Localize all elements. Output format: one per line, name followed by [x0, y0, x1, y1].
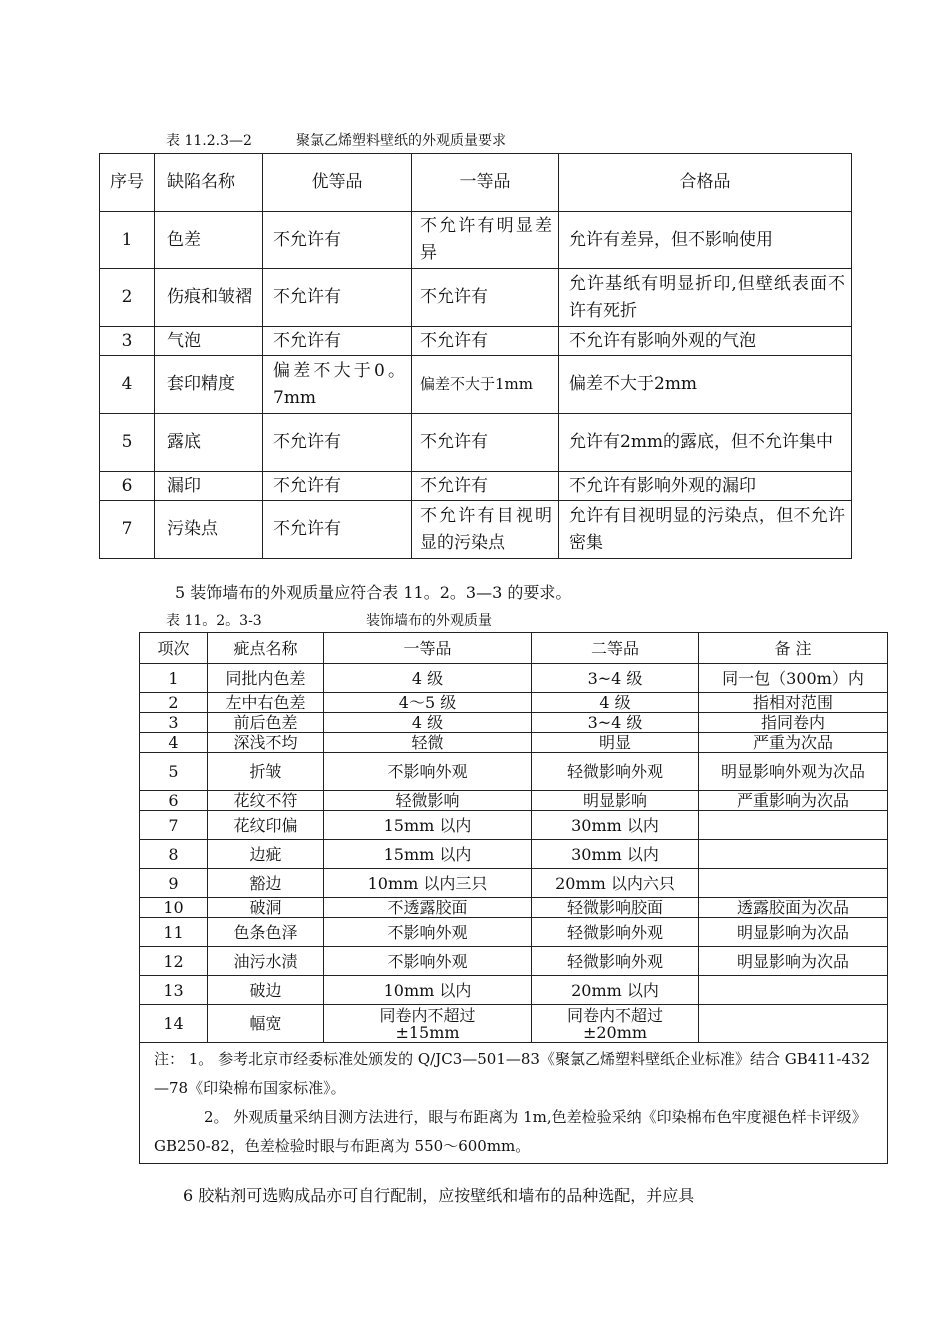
cell: 偏差不大于1mm	[412, 356, 559, 414]
cell: 11	[140, 918, 208, 947]
table1-caption-number: 表 11.2.3—2	[166, 133, 252, 149]
cell: 左中右色差	[208, 693, 324, 713]
cell: 同卷内不超过±15mm	[324, 1005, 532, 1043]
cell: 12	[140, 947, 208, 976]
cell: 偏差不大于0。7mm	[263, 356, 412, 414]
cell: 前后色差	[208, 713, 324, 733]
table-row	[140, 664, 888, 693]
cell: 色差	[155, 212, 263, 269]
table-row	[140, 713, 888, 733]
cell: 7	[140, 811, 208, 840]
cell: 指同卷内	[699, 713, 888, 733]
cell: 3	[140, 713, 208, 733]
cell: 破洞	[208, 898, 324, 918]
cell: 20mm 以内	[532, 976, 699, 1005]
cell: 4 级	[324, 664, 532, 693]
table-row	[100, 472, 852, 501]
table-row	[140, 811, 888, 840]
cell: 3	[100, 327, 155, 356]
cell: 明显	[532, 733, 699, 753]
table2-caption-number: 表 11。2。3-3	[166, 613, 262, 629]
cell: 豁边	[208, 869, 324, 898]
cell: 不允许有明显差异	[412, 212, 559, 269]
cell: 不允许有	[263, 269, 412, 327]
table-row	[100, 212, 852, 269]
cell: 1	[140, 664, 208, 693]
table-row	[140, 947, 888, 976]
cell: 3~4 级	[532, 664, 699, 693]
cell: 6	[100, 472, 155, 501]
header-cell: 一等品	[324, 633, 532, 664]
cell: 6	[140, 791, 208, 811]
cell: 偏差不大于2mm	[559, 356, 852, 414]
table-note	[140, 1043, 888, 1164]
cell: 不影响外观	[324, 753, 532, 791]
cell: 破边	[208, 976, 324, 1005]
table-row	[140, 753, 888, 791]
header-cell: 备 注	[699, 633, 888, 664]
header-cell: 合格品	[559, 154, 852, 212]
cell: 花纹印偏	[208, 811, 324, 840]
header-cell: 二等品	[532, 633, 699, 664]
table1-caption-title: 聚氯乙烯塑料壁纸的外观质量要求	[296, 133, 506, 149]
cell: 污染点	[155, 501, 263, 559]
cell: 允许有目视明显的污染点，但不允许密集	[559, 501, 852, 559]
table-row	[100, 414, 852, 472]
header-cell: 疵点名称	[208, 633, 324, 664]
cell: 严重为次品	[699, 733, 888, 753]
cell: 4 级	[532, 693, 699, 713]
table-note-row	[140, 1043, 888, 1164]
header-cell: 项次	[140, 633, 208, 664]
table-row	[140, 976, 888, 1005]
note-item-1: 注： 1。 参考北京市经委标准处颁发的 Q/JC3—501—83《聚氯乙烯塑料壁纸企业标准》结合 GB411-432—78《印染棉布国家标准》。	[154, 1050, 871, 1097]
table-row	[140, 693, 888, 713]
cell: 不允许有影响外观的漏印	[559, 472, 852, 501]
table-row	[140, 918, 888, 947]
cell: 明显影响外观为次品	[699, 753, 888, 791]
table-row	[100, 356, 852, 414]
table-row	[140, 898, 888, 918]
cell: 同批内色差	[208, 664, 324, 693]
cell: 10mm 以内三只	[324, 869, 532, 898]
cell: 轻微	[324, 733, 532, 753]
cell: 不允许有	[412, 327, 559, 356]
table-row	[140, 840, 888, 869]
cell: 10mm 以内	[324, 976, 532, 1005]
cell: 露底	[155, 414, 263, 472]
paragraph-6: 6 胶粘剂可选购成品亦可自行配制，应按壁纸和墙布的品种选配，并应具	[183, 1186, 695, 1205]
cell: 气泡	[155, 327, 263, 356]
cell: 不允许有	[412, 414, 559, 472]
paragraph-5: 5 装饰墙布的外观质量应符合表 11。2。3—3 的要求。	[175, 583, 572, 602]
cell: 幅宽	[208, 1005, 324, 1043]
cell: 明显影响为次品	[699, 947, 888, 976]
cell: 不允许有目视明显的污染点	[412, 501, 559, 559]
cell: 不透露胶面	[324, 898, 532, 918]
wall-cloth-quality-table	[139, 632, 888, 1164]
table-row	[140, 1005, 888, 1043]
cell: 8	[140, 840, 208, 869]
cell: 5	[140, 753, 208, 791]
cell: 不允许有	[412, 269, 559, 327]
table-row	[140, 869, 888, 898]
cell: 同一包（300m）内	[699, 664, 888, 693]
cell: 15mm 以内	[324, 840, 532, 869]
cell: 4 级	[324, 713, 532, 733]
cell: 允许有2mm的露底，但不允许集中	[559, 414, 852, 472]
cell	[699, 869, 888, 898]
pvc-wallpaper-quality-table	[99, 153, 852, 559]
cell: 允许基纸有明显折印,但壁纸表面不许有死折	[559, 269, 852, 327]
cell: 3~4 级	[532, 713, 699, 733]
cell: 5	[100, 414, 155, 472]
cell: 允许有差异，但不影响使用	[559, 212, 852, 269]
cell: 轻微影响外观	[532, 947, 699, 976]
cell: 边疵	[208, 840, 324, 869]
cell: 花纹不符	[208, 791, 324, 811]
cell: 轻微影响外观	[532, 918, 699, 947]
table-header-row	[140, 633, 888, 664]
header-cell: 序号	[100, 154, 155, 212]
table-row	[140, 791, 888, 811]
header-cell: 一等品	[412, 154, 559, 212]
cell: 色条色泽	[208, 918, 324, 947]
cell: 2	[140, 693, 208, 713]
cell: 伤痕和皱褶	[155, 269, 263, 327]
cell: 严重影响为次品	[699, 791, 888, 811]
cell: 漏印	[155, 472, 263, 501]
cell: 轻微影响	[324, 791, 532, 811]
cell: 2	[100, 269, 155, 327]
cell: 4～5 级	[324, 693, 532, 713]
cell: 不允许有影响外观的气泡	[559, 327, 852, 356]
cell: 9	[140, 869, 208, 898]
cell: 轻微影响胶面	[532, 898, 699, 918]
table-row	[100, 501, 852, 559]
table-row	[100, 269, 852, 327]
table-row	[140, 733, 888, 753]
cell	[699, 976, 888, 1005]
cell: 明显影响	[532, 791, 699, 811]
cell: 指相对范围	[699, 693, 888, 713]
cell: 13	[140, 976, 208, 1005]
cell: 30mm 以内	[532, 811, 699, 840]
note-item-2-text: 2。 外观质量采纳目测方法进行，眼与布距离为 1m,色差检验采纳《印染棉布色牢度褪色样卡评级》GB250-82，色差检验时眼与布距离为 550～600mm。	[154, 1108, 867, 1155]
note-item-2	[154, 1103, 877, 1161]
cell: 不允许有	[263, 212, 412, 269]
cell	[699, 840, 888, 869]
cell: 不允许有	[263, 414, 412, 472]
header-cell: 缺陷名称	[155, 154, 263, 212]
cell: 明显影响为次品	[699, 918, 888, 947]
cell: 同卷内不超过±20mm	[532, 1005, 699, 1043]
cell: 30mm 以内	[532, 840, 699, 869]
cell: 不影响外观	[324, 918, 532, 947]
cell: 不允许有	[263, 501, 412, 559]
cell: 折皱	[208, 753, 324, 791]
table-row	[100, 327, 852, 356]
cell: 15mm 以内	[324, 811, 532, 840]
cell: 1	[100, 212, 155, 269]
cell: 油污水渍	[208, 947, 324, 976]
cell: 不允许有	[412, 472, 559, 501]
cell: 14	[140, 1005, 208, 1043]
cell	[699, 1005, 888, 1043]
table2-caption-title: 装饰墙布的外观质量	[366, 613, 492, 629]
cell: 4	[100, 356, 155, 414]
table-header-row	[100, 154, 852, 212]
cell: 20mm 以内六只	[532, 869, 699, 898]
cell: 套印精度	[155, 356, 263, 414]
cell: 轻微影响外观	[532, 753, 699, 791]
cell: 4	[140, 733, 208, 753]
cell: 不允许有	[263, 327, 412, 356]
cell	[699, 811, 888, 840]
cell: 10	[140, 898, 208, 918]
cell: 不允许有	[263, 472, 412, 501]
cell: 透露胶面为次品	[699, 898, 888, 918]
cell: 7	[100, 501, 155, 559]
header-cell: 优等品	[263, 154, 412, 212]
cell: 深浅不均	[208, 733, 324, 753]
cell: 不影响外观	[324, 947, 532, 976]
